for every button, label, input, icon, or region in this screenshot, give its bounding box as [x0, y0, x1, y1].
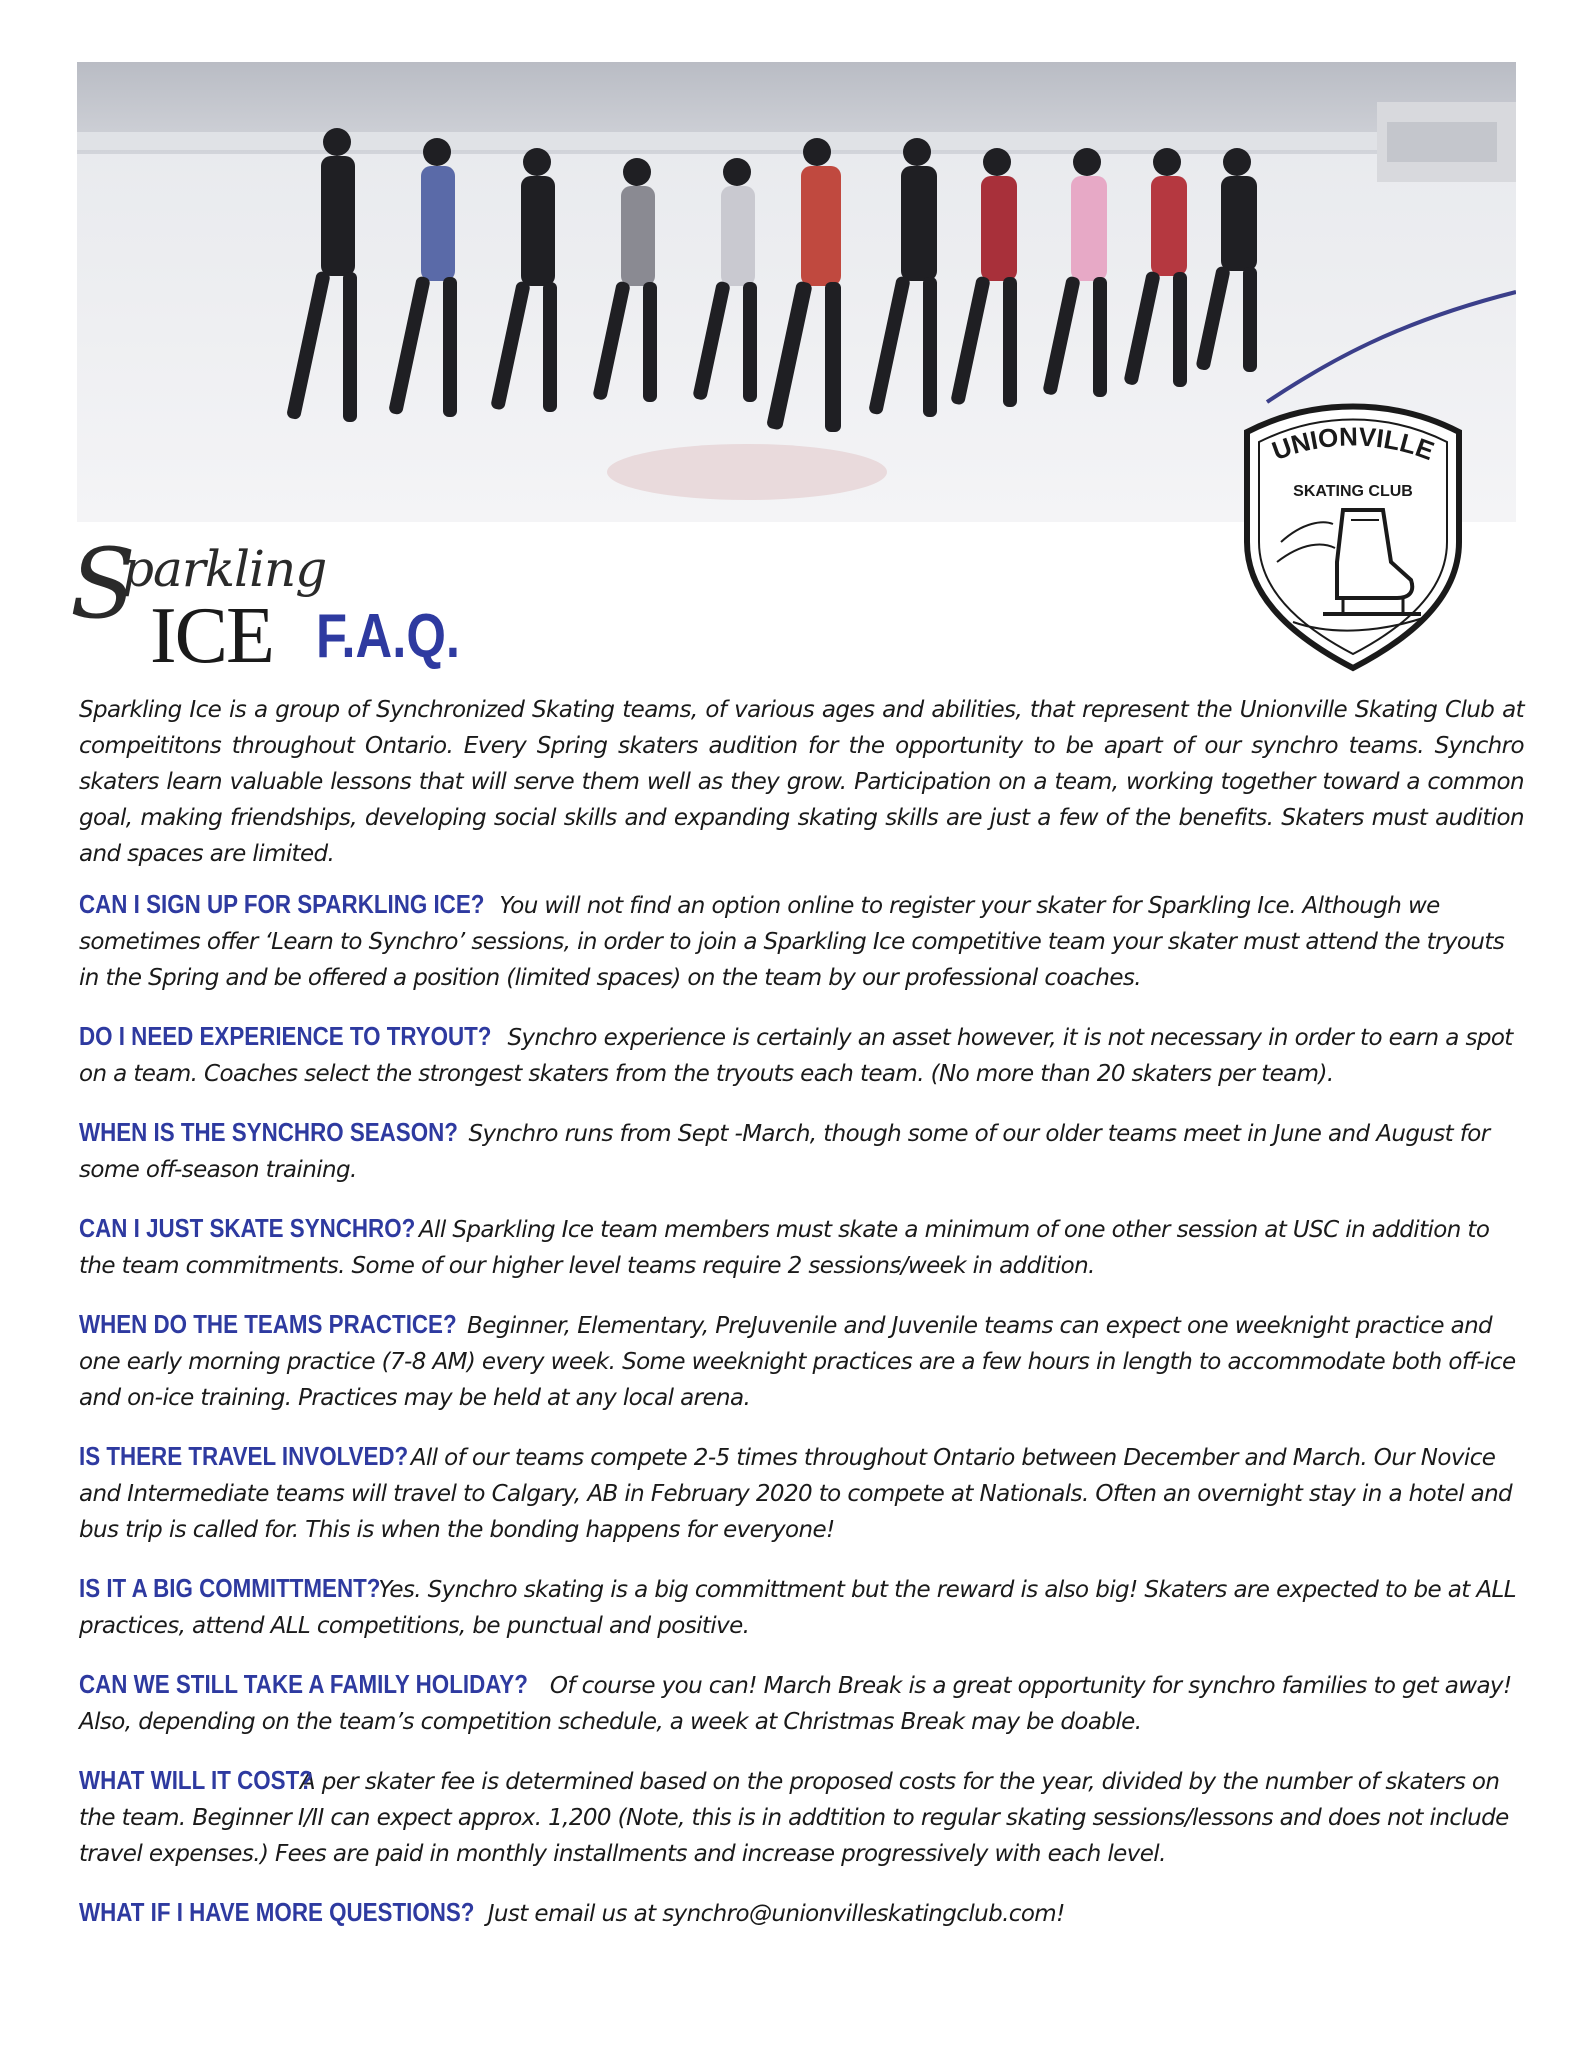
faq-item	[79, 1114, 1524, 1188]
faq-question: WHEN IS THE SYNCHRO SEASON?	[79, 1117, 458, 1147]
faq-question: CAN I JUST SKATE SYNCHRO?	[79, 1213, 416, 1243]
faq-item	[79, 886, 1524, 996]
faq-item	[79, 1894, 1524, 1932]
faq-item	[79, 1306, 1524, 1416]
faq-answer: A per skater fee is determined based on the proposed costs for the year, divided by the number of skaters on the team. Beginner I/II can expect approx. 1,200 (Note, this is in addtition to regular skating sessions/lessons and does not include travel expenses.) Fees are paid in monthly installments and increase progressively with each level.	[79, 1769, 1509, 1867]
faq-answer: All of our teams compete 2-5 times throughout Ontario between December and March. Our Novice and Intermediate teams will travel to Calgary, AB in February 2020 to compete at Nationals. Often an overnight stay in a hotel and bus trip is called for. This is when the bonding happens for everyone!	[79, 1445, 1513, 1543]
faq-question: CAN WE STILL TAKE A FAMILY HOLIDAY?	[79, 1669, 528, 1699]
faq-question: WHAT IF I HAVE MORE QUESTIONS?	[79, 1897, 475, 1927]
faq-item	[79, 1762, 1524, 1872]
crest-line1: UNIONVILLE	[1267, 421, 1439, 467]
title-ice: ICE	[150, 592, 273, 680]
faq-answer: Synchro experience is certainly an asset however, it is not necessary in order to earn a spot on a team. Coaches select the strongest skaters from the tryouts each team. (No more than 20 skaters per team).	[79, 1025, 1513, 1087]
faq-content	[79, 692, 1524, 1954]
faq-question: IS IT A BIG COMMITTMENT?	[79, 1573, 381, 1603]
faq-answer: Synchro runs from Sept -March, though some of our older teams meet in June and August for some off-season training.	[79, 1121, 1490, 1183]
faq-question: DO I NEED EXPERIENCE TO TRYOUT?	[79, 1021, 492, 1051]
crest-line2: SKATING CLUB	[1293, 483, 1413, 500]
faq-item	[79, 1018, 1524, 1092]
faq-question: WHAT WILL IT COST?	[79, 1765, 313, 1795]
faq-answer: You will not find an option online to register your skater for Sparkling Ice. Although we sometimes offer ‘Learn to Synchro’ sessions, in order to join a Sparkling Ice competitive team your skater must attend the tryouts in the Spring and be offered a position (limited spaces) on the team by our professional coaches.	[79, 893, 1505, 991]
faq-item	[79, 1666, 1524, 1740]
faq-answer[interactable]: Just email us at synchro@unionvilleskatingclub.com!	[487, 1901, 1065, 1927]
club-crest-logo	[1233, 392, 1473, 674]
faq-question: CAN I SIGN UP FOR SPARKLING ICE?	[79, 889, 485, 919]
faq-answer: Of course you can! March Break is a great opportunity for synchro families to get away! Also, depending on the team’s competition schedule, a week at Christmas Break may be doable.	[79, 1673, 1512, 1735]
faq-answer: Yes. Synchro skating is a big committment but the reward is also big! Skaters are expected to be at ALL practices, attend ALL competitions, be punctual and positive.	[79, 1577, 1516, 1639]
faq-item	[79, 1570, 1524, 1644]
intro-paragraph: Sparkling Ice is a group of Synchronized Skating teams, of various ages and abilities, that represent the Unionville Skating Club at compeititons throughout Ontario. Every Spring skaters audition for the opportunity to be apart of our synchro teams. Synchro skaters learn valuable lessons that will serve them well as they grow. Participation on a team, working together toward a common goal, making friendships, developing social skills and expanding skating skills are just a few of the benefits. Skaters must audition and spaces are limited.	[79, 697, 1524, 867]
title-script-initial: S	[70, 528, 136, 640]
title-script-word: parkling	[122, 540, 327, 598]
faq-answer: All Sparkling Ice team members must skate a minimum of one other session at USC in addition to the team commitments. Some of our higher level teams require 2 sessions/week in addition.	[79, 1217, 1490, 1279]
page-title	[64, 528, 524, 680]
faq-item	[79, 1438, 1524, 1548]
faq-question: IS THERE TRAVEL INVOLVED?	[79, 1441, 409, 1471]
title-faq: F.A.Q.	[316, 602, 461, 671]
faq-answer: Beginner, Elementary, PreJuvenile and Juvenile teams can expect one weeknight practice and one early morning practice (7-8 AM) every week. Some weeknight practices are a few hours in length to accommodate both off-ice and on-ice training. Practices may be held at any local arena.	[79, 1313, 1516, 1411]
faq-item	[79, 1210, 1524, 1284]
faq-question: WHEN DO THE TEAMS PRACTICE?	[79, 1309, 457, 1339]
